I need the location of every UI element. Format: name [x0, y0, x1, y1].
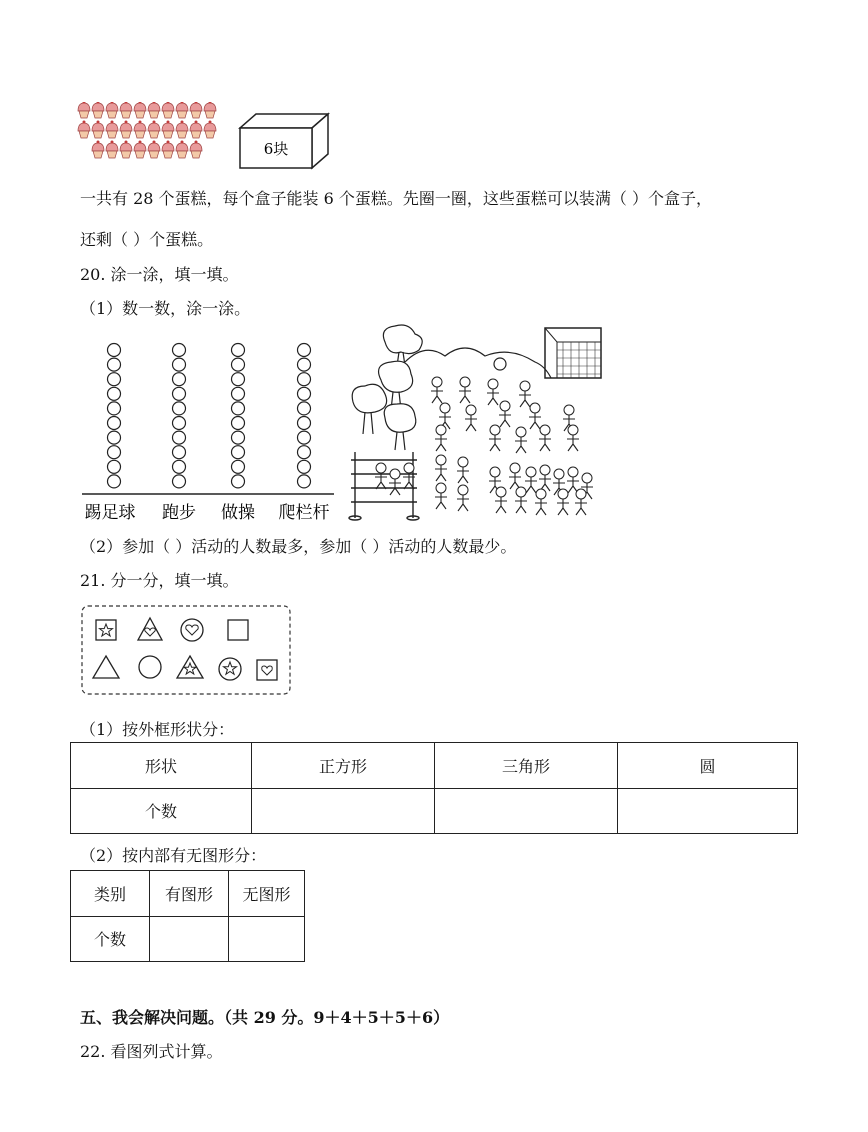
cupcakes-illustration — [76, 102, 226, 164]
cupcake-icon — [120, 121, 132, 139]
person-icon — [375, 463, 387, 489]
person-icon — [459, 377, 471, 403]
circle-icon — [139, 656, 161, 678]
person-icon — [509, 463, 521, 489]
bead — [298, 475, 311, 488]
person-icon — [567, 467, 579, 493]
cupcake-icon — [204, 121, 216, 139]
cupcake-icon — [92, 121, 104, 139]
cupcake-icon — [176, 141, 188, 159]
shapes-box — [80, 604, 294, 698]
bead — [232, 475, 245, 488]
table-header: 三角形 — [435, 743, 618, 789]
ball-icon — [494, 358, 506, 370]
person-icon — [575, 489, 587, 515]
cupcake-icon — [190, 141, 202, 159]
person-icon — [525, 467, 537, 493]
cake-box — [236, 110, 334, 172]
cupcake-icon — [148, 141, 160, 159]
person-icon — [435, 455, 447, 481]
circle-star-icon — [219, 658, 241, 680]
shape-table — [70, 742, 798, 834]
bead — [298, 373, 311, 386]
bead — [173, 402, 186, 415]
tree-icon — [352, 325, 422, 450]
table-row — [71, 743, 798, 789]
table-header: 正方形 — [252, 743, 435, 789]
q20-title: 20. 涂一涂，填一填。 — [80, 265, 239, 284]
cupcake-icon — [92, 102, 104, 118]
person-icon — [557, 489, 569, 515]
person-icon — [465, 405, 477, 431]
bead — [108, 373, 121, 386]
person-icon — [487, 379, 499, 405]
answer-cell[interactable] — [618, 788, 798, 834]
triangle-heart-icon — [138, 618, 162, 640]
bead-columns — [80, 338, 340, 526]
bead — [173, 344, 186, 357]
table-header: 形状 — [71, 743, 252, 789]
person-icon — [515, 487, 527, 513]
person-icon — [389, 469, 401, 495]
bead — [298, 402, 311, 415]
bead — [108, 417, 121, 430]
bead — [173, 460, 186, 473]
section5-title: 五、我会解决问题。（共 29 分。9＋4＋5＋5＋6） — [80, 1008, 450, 1027]
answer-cell[interactable] — [150, 916, 229, 962]
square-heart-icon — [257, 660, 277, 680]
square-star-icon — [96, 620, 116, 640]
person-icon — [489, 425, 501, 451]
row-label: 个数 — [71, 788, 252, 834]
cupcake-icon — [162, 141, 174, 159]
person-icon — [457, 457, 469, 483]
bead — [232, 402, 245, 415]
cupcake-icon — [92, 141, 104, 159]
cupcake-icon — [190, 121, 202, 139]
bead — [232, 431, 245, 444]
cupcake-icon — [204, 102, 216, 118]
cupcake-icon — [148, 121, 160, 139]
bead — [108, 475, 121, 488]
q20-part1: （1）数一数，涂一涂。 — [80, 299, 251, 318]
bead — [298, 417, 311, 430]
person-icon — [457, 485, 469, 511]
cupcake-icon — [120, 102, 132, 118]
bead — [173, 475, 186, 488]
q21-part1: （1）按外框形状分： — [80, 720, 235, 739]
bead — [298, 344, 311, 357]
person-icon — [529, 403, 541, 429]
person-icon — [535, 489, 547, 515]
cupcake-icon — [106, 141, 118, 159]
cupcake-icon — [176, 121, 188, 139]
person-icon — [567, 425, 579, 451]
q21-title: 21. 分一分，填一填。 — [80, 571, 239, 590]
cupcake-icon — [162, 102, 174, 118]
person-icon — [499, 401, 511, 427]
bead — [232, 373, 245, 386]
bead — [298, 460, 311, 473]
playground-illustration — [345, 322, 607, 522]
bead — [298, 431, 311, 444]
category-table — [70, 870, 305, 962]
cupcake-icon — [78, 102, 90, 118]
bead — [232, 387, 245, 400]
q20-part2: （2）参加（ ）活动的人数最多，参加（ ）活动的人数最少。 — [80, 537, 517, 556]
bead — [298, 358, 311, 371]
bead — [298, 387, 311, 400]
person-icon — [539, 465, 551, 491]
column-label-kick: 踢足球 — [84, 503, 136, 523]
person-icon — [431, 377, 443, 403]
table-row — [71, 788, 798, 834]
circle-heart-icon — [181, 619, 203, 641]
cupcake-icon — [148, 102, 160, 118]
cupcake-icon — [106, 121, 118, 139]
answer-cell[interactable] — [229, 916, 305, 962]
soccer-goal — [545, 328, 601, 378]
bead — [108, 344, 121, 357]
cupcake-icon — [134, 141, 146, 159]
column-label-climb: 爬栏杆 — [278, 503, 330, 523]
person-icon — [495, 487, 507, 513]
bead — [108, 358, 121, 371]
q22-title: 22. 看图列式计算。 — [80, 1042, 223, 1061]
column-label-run: 跑步 — [162, 503, 196, 523]
person-icon — [519, 381, 531, 407]
row-label: 个数 — [71, 916, 150, 962]
table-row — [71, 916, 305, 962]
table-row — [71, 871, 305, 917]
table-header: 无图形 — [229, 871, 305, 917]
cupcake-icon — [120, 141, 132, 159]
cupcake-icon — [106, 102, 118, 118]
person-icon — [435, 425, 447, 451]
q19-line1: 一共有 28 个蛋糕，每个盒子能装 6 个蛋糕。先圈一圈，这些蛋糕可以装满（ ）个盒子， — [80, 189, 712, 208]
bead — [298, 446, 311, 459]
bead — [173, 431, 186, 444]
cupcake-icon — [190, 102, 202, 118]
person-icon — [435, 483, 447, 509]
bead — [232, 344, 245, 357]
cupcake-icon — [162, 121, 174, 139]
table-header: 圆 — [618, 743, 798, 789]
bead — [232, 460, 245, 473]
column-label-exercise: 做操 — [221, 503, 255, 523]
bead — [173, 417, 186, 430]
q19-line2: 还剩（ ）个蛋糕。 — [80, 230, 214, 249]
bead — [108, 446, 121, 459]
bead — [232, 358, 245, 371]
bead — [108, 460, 121, 473]
table-header: 有图形 — [150, 871, 229, 917]
table-header: 类别 — [71, 871, 150, 917]
square-icon — [228, 620, 248, 640]
box-label: 6块 — [263, 140, 289, 158]
bead — [232, 417, 245, 430]
q21-part2: （2）按内部有无图形分： — [80, 846, 267, 865]
person-icon — [539, 425, 551, 451]
answer-cell[interactable] — [435, 788, 618, 834]
bead — [173, 373, 186, 386]
bead — [232, 446, 245, 459]
bead — [108, 402, 121, 415]
answer-cell[interactable] — [252, 788, 435, 834]
triangle-star-icon — [177, 656, 203, 678]
triangle-icon — [93, 656, 119, 678]
bead — [108, 431, 121, 444]
cupcake-icon — [134, 121, 146, 139]
bead — [108, 387, 121, 400]
bead — [173, 387, 186, 400]
person-icon — [515, 427, 527, 453]
cupcake-icon — [134, 102, 146, 118]
bead — [173, 358, 186, 371]
bead — [173, 446, 186, 459]
cupcake-icon — [78, 121, 90, 139]
cupcake-icon — [176, 102, 188, 118]
